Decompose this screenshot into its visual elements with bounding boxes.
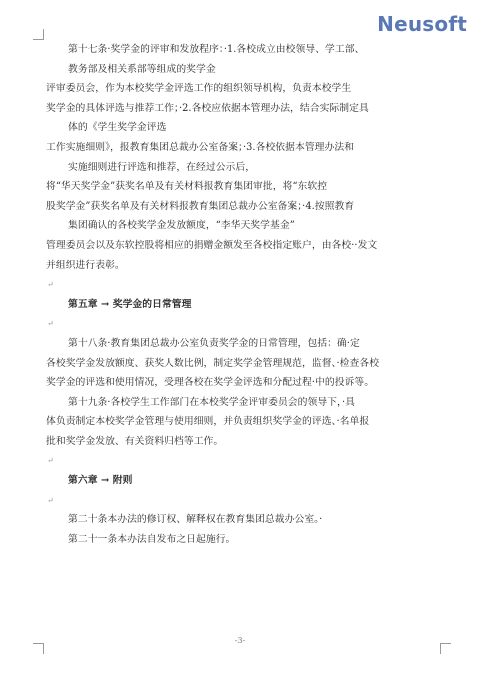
body-line	[46, 393, 464, 413]
body-line-text: 教务部及相关系部等组成的奖学金	[68, 63, 216, 75]
body-line-text: 体的《学生奖学金评选	[68, 122, 167, 134]
body-line-text: 将“华天奖学金”获奖名单及有关材料报教育集团审批，将“东软控	[46, 181, 328, 193]
document-body	[46, 40, 464, 549]
body-line	[46, 373, 464, 393]
paragraph-mark-icon: ↵	[47, 280, 54, 290]
body-line	[46, 216, 464, 236]
paragraph-mark-icon: ↵	[47, 319, 54, 329]
body-line-text: 并组织进行表彰。	[46, 259, 125, 271]
body-line-text: 第六章 → 附则	[68, 475, 133, 487]
chapter-heading	[46, 295, 464, 315]
blank-line	[46, 491, 464, 511]
body-line	[46, 256, 464, 276]
body-line-text: 第十九条·各校学生工作部门在本校奖学金评审委员会的领导下，·具	[68, 396, 355, 408]
body-line	[46, 138, 464, 158]
body-line-text: 体负责制定本校奖学金管理与使用细则，并负责组织奖学金的评选、·名单报	[46, 416, 370, 428]
body-line-text: 实施细则进行评选和推荐，在经过公示后，	[68, 161, 256, 173]
paragraph-mark-icon: ↵	[47, 456, 54, 466]
body-line	[46, 158, 464, 178]
body-line-text: 批和奖学金发放、有关资料归档等工作。	[46, 435, 224, 447]
body-line-text: 第五章 → 奖学金的日常管理	[68, 298, 192, 310]
body-line-text: 第二十条本办法的修订权、解释权在教育集团总裁办公室。·	[68, 514, 323, 526]
body-line	[46, 432, 464, 452]
body-line	[46, 40, 464, 60]
body-line-text: 奖学金的评选和使用情况，受理各校在奖学金评选和分配过程·中的投诉等。	[46, 377, 375, 389]
blank-line	[46, 275, 464, 295]
body-line-text: 第十七条·奖学金的评审和发放程序：·1.各校成立由校领导、学工部、	[68, 44, 365, 55]
body-line	[46, 236, 464, 256]
body-line	[46, 177, 464, 197]
body-line	[46, 60, 464, 80]
body-line-text: 集团确认的各校奖学金发放额度，“李华天奖学基金”	[68, 220, 295, 232]
body-line	[46, 412, 464, 432]
paragraph-mark-icon: ↵	[47, 495, 54, 505]
body-line	[46, 79, 464, 99]
chapter-heading	[46, 471, 464, 491]
body-line-text: 评审委员会，作为本校奖学金评选工作的组织领导机构，负责本校学生	[46, 83, 352, 95]
body-line	[46, 354, 464, 374]
blank-line	[46, 314, 464, 334]
body-line	[46, 530, 464, 550]
body-line-text: 各校奖学金发放额度、获奖人数比例，制定奖学金管理规范，监督、·检查各校	[46, 357, 380, 369]
page-number: -3-	[234, 636, 246, 645]
body-line-text: 第十八条·教育集团总裁办公室负责奖学金的日常管理，包括：确·定	[68, 337, 360, 349]
body-line	[46, 99, 464, 119]
corner-mark-top-left	[33, 29, 44, 40]
blank-line	[46, 451, 464, 471]
body-line-text: 工作实施细则》，报教育集团总裁办公室备案；·3.各校依据本管理办法和	[46, 141, 355, 153]
body-line-text: 管理委员会以及东软控股将相应的捐赠金额发至各校指定账户，由各校··发文	[46, 239, 378, 251]
body-line-text: 奖学金的具体评选与推荐工作；·2.各校应依据本管理办法，结合实际制定具	[46, 102, 369, 114]
body-line	[46, 510, 464, 530]
body-line-text: 股奖学金”获奖名单及有关材料报教育集团总裁办公室备案；·4.按照教育	[46, 200, 355, 212]
body-line	[46, 334, 464, 354]
body-line	[46, 118, 464, 138]
body-line-text: 第二十一条本办法自发布之日起施行。	[68, 533, 236, 545]
body-line	[46, 197, 464, 217]
neusoft-logo: Neusoft	[377, 12, 467, 36]
